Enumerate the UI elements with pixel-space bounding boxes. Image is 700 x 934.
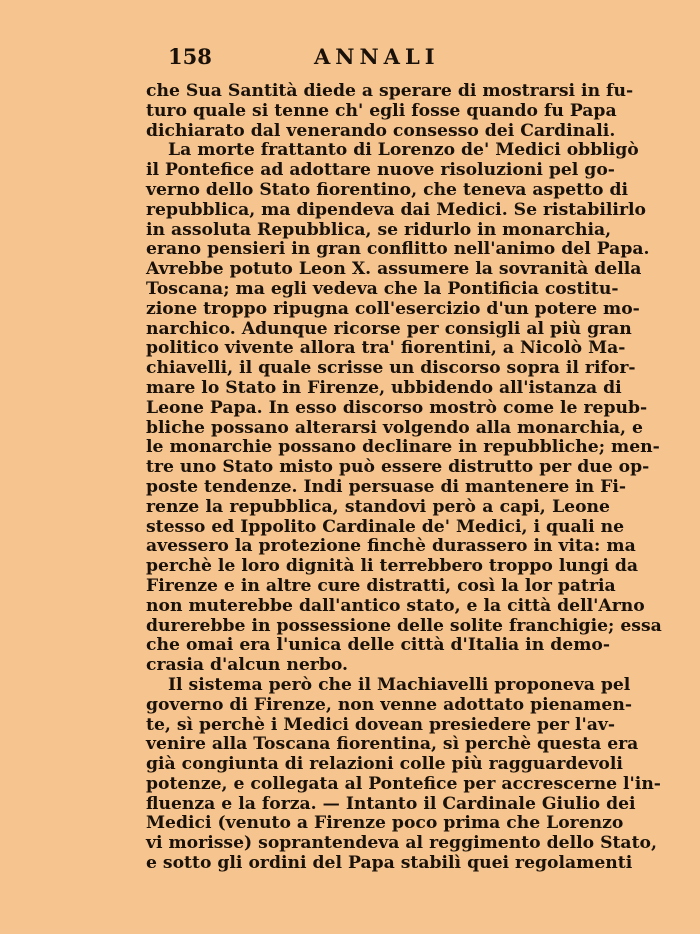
text-line: repubblica, ma dipendeva dai Medici. Se ristabilirlo: [146, 199, 646, 220]
text-line: zione troppo ripugna coll'esercizio d'un potere mo-: [146, 298, 640, 319]
text-line: Medici (venuto a Firenze poco prima che Lorenzo: [146, 813, 624, 834]
text-line: vi morisse) soprantendeva al reggimento dello Stato,: [146, 833, 657, 854]
text-line: crasia d'alcun nerbo.: [146, 655, 349, 676]
text-line: il Pontefice ad adottare nuove risoluzioni pel go-: [146, 160, 615, 181]
text-line: renze la repubblica, standovi però a capi, Leone: [146, 496, 610, 517]
text-line: Firenze e in altre cure distratti, così la lor patria: [146, 575, 616, 596]
paragraph: [146, 81, 634, 141]
text-line: erano pensieri in gran conflitto nell'animo del Papa.: [146, 239, 650, 260]
text-line: mare lo Stato in Firenze, ubbidendo all'istanza di: [146, 377, 622, 398]
page-header: [168, 44, 608, 70]
text-line: te, sì perchè i Medici dovean presiedere per l'av-: [146, 714, 616, 735]
text-line: che Sua Santità diede a sperare di mostrarsi in fu-: [146, 81, 634, 101]
text-line: già congiunta di relazioni colle più ragguardevoli: [146, 754, 623, 775]
text-line: poste tendenze. Indi persuase di mantenere in Fi-: [146, 476, 626, 497]
text-line: potenze, e collegata al Pontefice per accrescerne l'in-: [146, 773, 661, 794]
text-line: Toscana; ma egli vedeva che la Pontificia costitu-: [146, 278, 619, 299]
text-line: Il sistema però che il Machiavelli proponeva pel: [168, 674, 631, 695]
text-line: perchè le loro dignità li terrebbero troppo lungi da: [146, 556, 639, 577]
body-text: [146, 81, 662, 874]
text-line: La morte frattanto di Lorenzo de' Medici obbligò: [168, 140, 639, 161]
text-line: le monarchie possano declinare in repubbliche; men-: [146, 437, 660, 458]
text-line: dichiarato dal venerando consesso dei Cardinali.: [146, 120, 616, 141]
text-line: non muterebbe dall'antico stato, e la città dell'Arno: [146, 595, 645, 616]
text-line: e sotto gli ordini del Papa stabilì quei regolamenti: [146, 853, 633, 874]
paragraph: [146, 674, 661, 874]
running-head: ANNALI: [314, 44, 440, 69]
text-line: governo di Firenze, non venne adottato pienamen-: [146, 694, 632, 715]
text-line: in assoluta Repubblica, se ridurlo in monarchia,: [146, 219, 612, 240]
paragraph: [146, 140, 662, 676]
text-line: Leone Papa. In esso discorso mostrò come le repub-: [146, 397, 648, 418]
text-line: fluenza e la forza. — Intanto il Cardinale Giulio dei: [146, 793, 636, 814]
text-line: verno dello Stato fiorentino, che teneva aspetto di: [146, 179, 629, 200]
text-line: durerebbe in possessione delle solite franchigie; essa: [146, 615, 662, 636]
text-line: politico vivente allora tra' fiorentini, a Nicolò Ma-: [146, 338, 626, 359]
text-line: avessero la protezione finchè durassero in vita: ma: [146, 536, 636, 557]
text-line: turo quale si tenne ch' egli fosse quando fu Papa: [146, 100, 617, 121]
text-line: narchico. Adunque ricorse per consigli al più gran: [146, 318, 632, 339]
text-line: venire alla Toscana fiorentina, sì perchè questa era: [146, 734, 639, 755]
text-line: tre uno Stato misto può essere distrutto per due op-: [146, 457, 650, 478]
text-line: Avrebbe potuto Leon X. assumere la sovranità della: [146, 259, 642, 280]
text-line: stesso ed Ippolito Cardinale de' Medici, i quali ne: [146, 516, 625, 537]
text-line: chiavelli, il quale scrisse un discorso sopra il rifor-: [146, 358, 636, 379]
text-line: che omai era l'unica delle città d'Italia in demo-: [146, 635, 610, 656]
text-line: bliche possano alterarsi volgendo alla monarchia, e: [146, 417, 643, 438]
page-number: 158: [168, 44, 212, 69]
